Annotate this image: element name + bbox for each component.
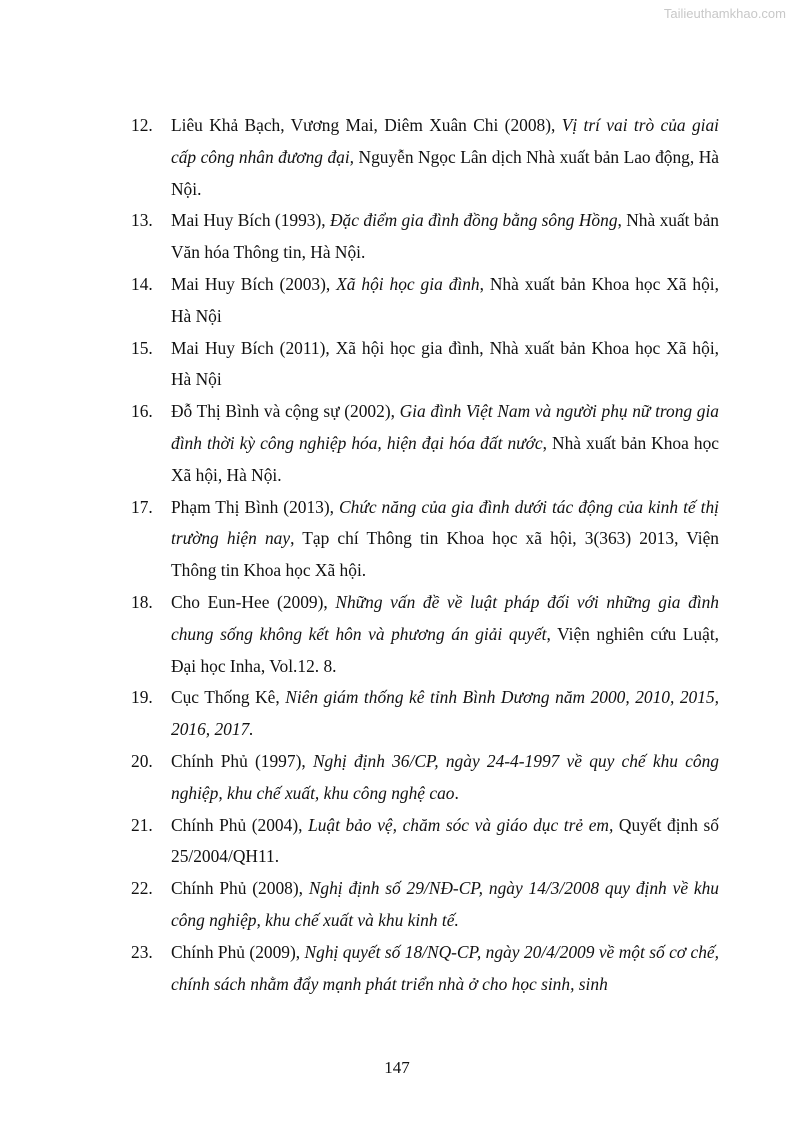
reference-text: Chính Phủ (2009), Nghị quyết số 18/NQ-CP, ngày 20/4/2009 về một số cơ chế, chính sách nhằm đẩy mạnh phát triển nhà ở cho học sinh, sinh [171,941,719,994]
reference-item [131,746,719,810]
reference-text: Mai Huy Bích (2011), Xã hội học gia đình, Nhà xuất bản Khoa học Xã hội, Hà Nội [171,337,719,390]
reference-number: 14. [131,273,153,294]
watermark-text: Tailieuthamkhao.com [663,6,786,21]
reference-text: Chính Phủ (2004), Luật bảo vệ, chăm sóc và giáo dục trẻ em, Quyết định số 25/2004/QH11. [171,814,719,867]
reference-number: 22. [131,878,153,899]
reference-number: 20. [131,750,153,771]
reference-text: Liêu Khả Bạch, Vương Mai, Diêm Xuân Chi (2008), Vị trí vai trò của giai cấp công nhân đương đại, Nguyễn Ngọc Lân dịch Nhà xuất bản Lao động, Hà Nội. [171,115,720,199]
reference-number: 17. [131,496,153,517]
reference-number: 23. [131,941,153,962]
reference-item [131,110,719,205]
reference-number: 19. [131,687,153,708]
reference-text: Cục Thống Kê, Niên giám thống kê tỉnh Bình Dương năm 2000, 2010, 2015, 2016, 2017. [171,687,719,740]
reference-item [131,333,719,397]
reference-item [131,587,719,682]
reference-text: Chính Phủ (2008), Nghị định số 29/NĐ-CP, ngày 14/3/2008 quy định về khu công nghiệp, khu chế xuất và khu kinh tế. [171,878,719,930]
reference-text: Phạm Thị Bình (2013), Chức năng của gia đình dưới tác động của kinh tế thị trường hiện nay, Tạp chí Thông tin Khoa học xã hội, 3(363) 2013, Viện Thông tin Khoa học Xã hội. [171,496,720,581]
reference-text: Chính Phủ (1997), Nghị định 36/CP, ngày 24-4-1997 về quy chế khu công nghiệp, khu chế xuất, khu công nghệ cao. [171,750,719,803]
reference-item [131,937,719,1001]
reference-number: 15. [131,337,153,358]
page-number: 147 [384,1058,410,1077]
reference-item [131,205,719,269]
reference-number: 21. [131,814,153,835]
reference-number: 18. [131,591,153,612]
reference-number: 16. [131,401,153,422]
reference-text: Đỗ Thị Bình và cộng sự (2002), Gia đình Việt Nam và người phụ nữ trong gia đình thời kỳ công nghiệp hóa, hiện đại hóa đất nước, Nhà xuất bản Khoa học Xã hội, Hà Nội. [171,401,719,485]
reference-item [131,492,719,587]
reference-number: 13. [131,210,153,231]
reference-text: Mai Huy Bích (1993), Đặc điểm gia đình đồng bằng sông Hồng, Nhà xuất bản Văn hóa Thông tin, Hà Nội. [171,210,719,263]
reference-item [131,810,719,874]
reference-text: Cho Eun-Hee (2009), Những vấn đề về luật pháp đối với những gia đình chung sống không kết hôn và phương án giải quyết, Viện nghiên cứu Luật, Đại học Inha, Vol.12. 8. [171,591,720,676]
reference-item [131,396,719,491]
reference-item [131,269,719,333]
reference-number: 12. [131,115,153,135]
reference-list [131,110,719,1000]
reference-text: Mai Huy Bích (2003), Xã hội học gia đình, Nhà xuất bản Khoa học Xã hội, Hà Nội [171,273,719,326]
reference-item [131,873,719,937]
reference-item [131,682,719,746]
